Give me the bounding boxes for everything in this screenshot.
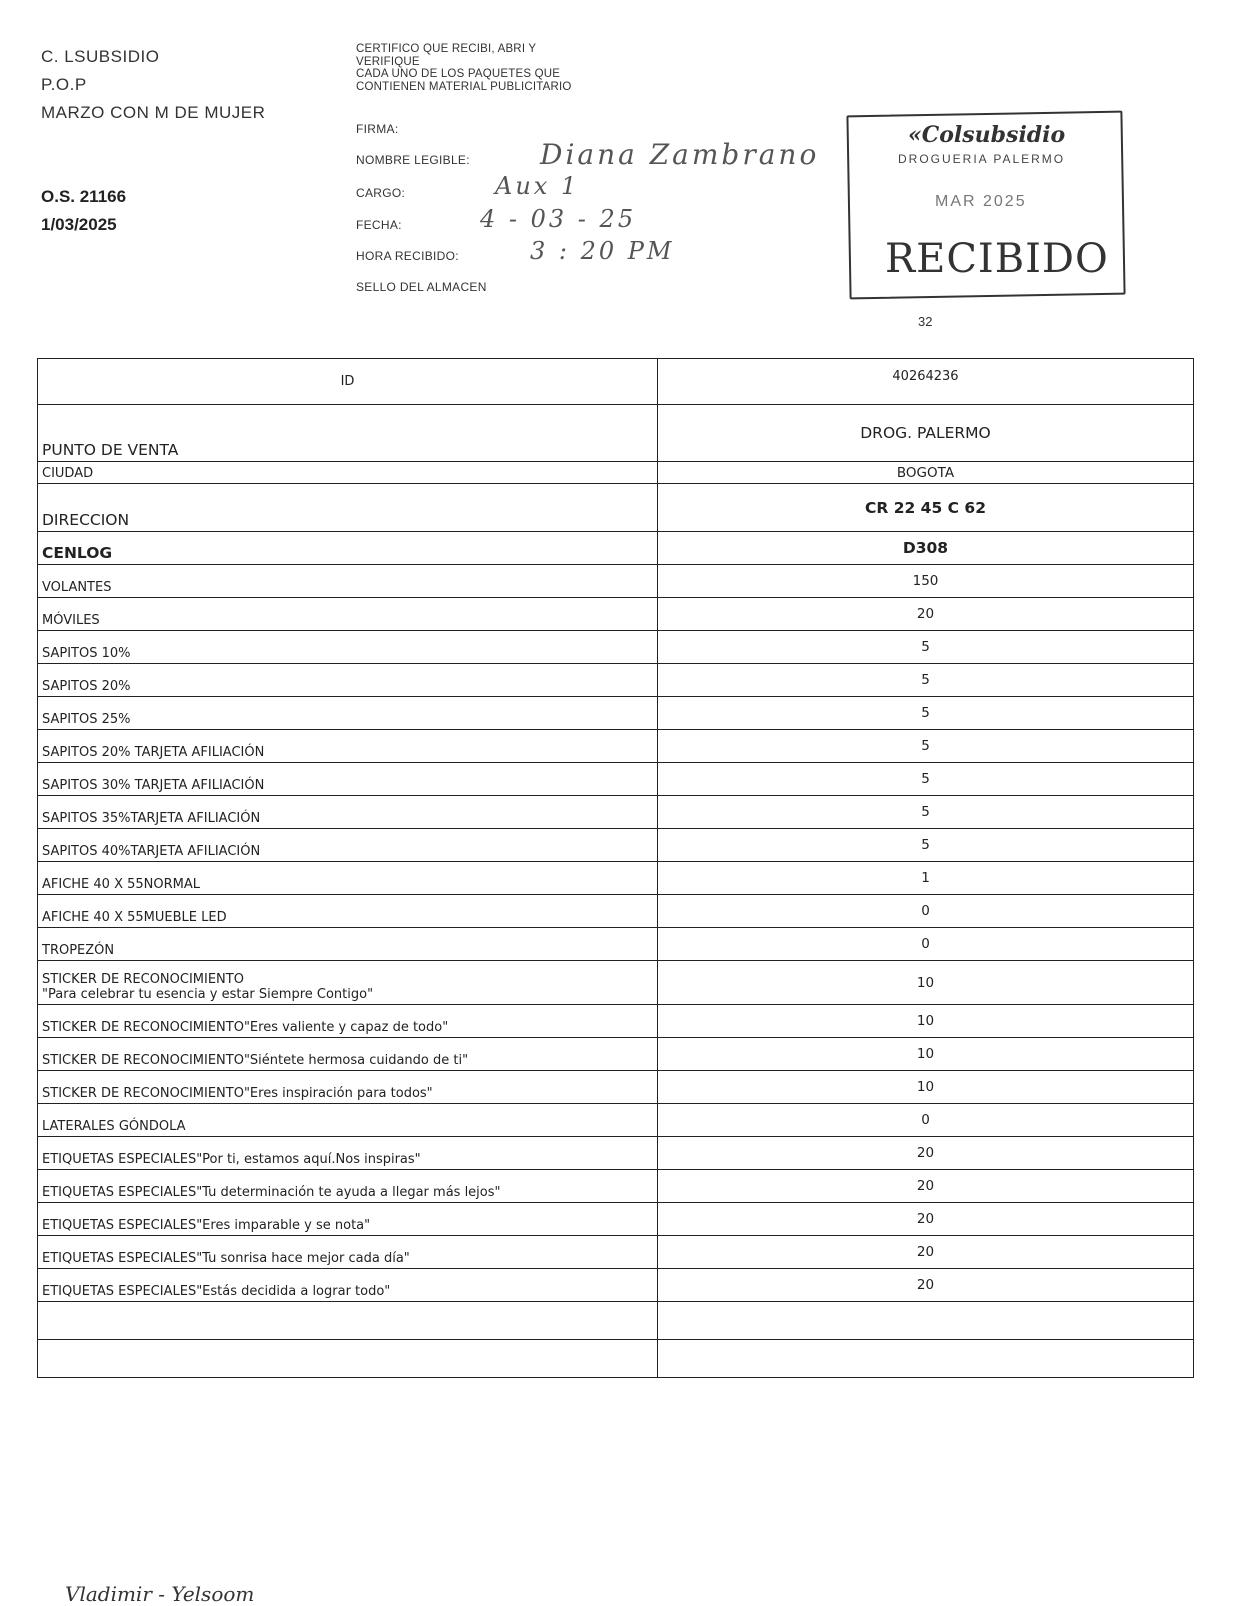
table-row	[38, 763, 1194, 796]
row-value: 150	[658, 565, 1194, 598]
table-row-empty	[38, 1340, 1194, 1378]
row-value: BOGOTA	[658, 462, 1194, 484]
empty-cell	[38, 1302, 658, 1340]
row-value: 0	[658, 1104, 1194, 1137]
table-row	[38, 1038, 1194, 1071]
certificate-text	[356, 43, 572, 93]
order-number: O.S. 21166	[41, 187, 127, 206]
row-label-text: SAPITOS 40%TARJETA AFILIACIÓN	[42, 844, 261, 859]
handwritten-hora: 3 : 20 PM	[530, 237, 675, 265]
table-row	[38, 664, 1194, 697]
row-label	[38, 1170, 658, 1203]
row-value: 5	[658, 763, 1194, 796]
table-row-empty	[38, 1302, 1194, 1340]
table-row	[38, 730, 1194, 763]
table-row	[38, 631, 1194, 664]
row-value: D308	[658, 532, 1194, 565]
row-value: 10	[658, 1071, 1194, 1104]
row-value: DROG. PALERMO	[658, 405, 1194, 462]
row-label-text: AFICHE 40 X 55NORMAL	[42, 877, 200, 892]
handwritten-fecha: 4 - 03 - 25	[480, 205, 637, 233]
row-label-text: STICKER DE RECONOCIMIENTO"Eres inspiración para todos"	[42, 1086, 433, 1101]
row-label-text: CIUDAD	[42, 466, 94, 481]
row-label-text: SAPITOS 20%	[42, 679, 131, 694]
campaign-name: MARZO CON M DE MUJER	[41, 103, 266, 122]
row-value: 5	[658, 796, 1194, 829]
row-value: 20	[658, 1137, 1194, 1170]
material-table	[37, 358, 1194, 1378]
row-label-text: ETIQUETAS ESPECIALES"Tu sonrisa hace mejor cada día"	[42, 1251, 410, 1266]
field-label-hora: HORA RECIBIDO:	[356, 249, 459, 263]
order-date: 1/03/2025	[41, 215, 117, 234]
table-row	[38, 462, 1194, 484]
table-row	[38, 862, 1194, 895]
empty-cell	[38, 1340, 658, 1378]
table-row	[38, 405, 1194, 462]
table-row	[38, 1170, 1194, 1203]
row-value: 5	[658, 829, 1194, 862]
row-label-text: TROPEZÓN	[42, 943, 115, 958]
table-row	[38, 1236, 1194, 1269]
row-label-text: VOLANTES	[42, 580, 112, 595]
field-label-cargo: CARGO:	[356, 186, 406, 200]
row-value: 0	[658, 895, 1194, 928]
stamp-date: MAR 2025	[935, 193, 1027, 210]
row-label	[38, 598, 658, 631]
row-label-text: ETIQUETAS ESPECIALES"Estás decidida a lograr todo"	[42, 1284, 391, 1299]
field-label-sello: SELLO DEL ALMACEN	[356, 280, 487, 294]
row-label-text: STICKER DE RECONOCIMIENTO"Eres valiente y capaz de todo"	[42, 1020, 449, 1035]
row-value: 20	[658, 1269, 1194, 1302]
row-value: 0	[658, 928, 1194, 961]
table-row	[38, 1137, 1194, 1170]
row-label	[38, 895, 658, 928]
row-label	[38, 1038, 658, 1071]
row-label	[38, 1269, 658, 1302]
row-label-text: ETIQUETAS ESPECIALES"Eres imparable y se nota"	[42, 1218, 371, 1233]
row-value: 5	[658, 664, 1194, 697]
row-label-text: STICKER DE RECONOCIMIENTO"Siéntete hermosa cuidando de ti"	[42, 1053, 469, 1068]
row-label	[38, 664, 658, 697]
handwritten-name: Diana Zambrano	[540, 138, 820, 171]
table-row	[38, 697, 1194, 730]
id-value: 40264236	[658, 359, 1194, 405]
row-label	[38, 697, 658, 730]
field-label-fecha: FECHA:	[356, 218, 402, 232]
row-label-text: ETIQUETAS ESPECIALES"Por ti, estamos aquí.Nos inspiras"	[42, 1152, 421, 1167]
order-block	[41, 183, 126, 239]
row-label	[38, 1203, 658, 1236]
table-row	[38, 796, 1194, 829]
stamp-brand	[908, 122, 1065, 148]
table-row	[38, 359, 1194, 405]
stamp-store: DROGUERIA PALERMO	[898, 152, 1066, 166]
table-row	[38, 1104, 1194, 1137]
row-label	[38, 484, 658, 532]
table-row	[38, 1005, 1194, 1038]
handwritten-cargo: Aux 1	[495, 172, 580, 200]
table-row	[38, 532, 1194, 565]
row-label-text: SAPITOS 25%	[42, 712, 131, 727]
table-row	[38, 1071, 1194, 1104]
row-label	[38, 796, 658, 829]
row-value: 10	[658, 1038, 1194, 1071]
stamp-received: RECIBIDO	[885, 236, 1109, 282]
row-label-text: SAPITOS 10%	[42, 646, 131, 661]
row-label	[38, 829, 658, 862]
certificate-line: CONTIENEN MATERIAL PUBLICITARIO	[356, 80, 572, 93]
row-label	[38, 928, 658, 961]
handwritten-signature: Vladimir - Yelsoom	[65, 1582, 255, 1606]
row-label	[38, 1071, 658, 1104]
row-value: 10	[658, 1005, 1194, 1038]
table-row	[38, 829, 1194, 862]
row-label-text: AFICHE 40 X 55MUEBLE LED	[42, 910, 227, 925]
row-label-text: SAPITOS 35%TARJETA AFILIACIÓN	[42, 811, 261, 826]
table-row	[38, 1203, 1194, 1236]
row-label	[38, 1104, 658, 1137]
table-row	[38, 598, 1194, 631]
row-label	[38, 565, 658, 598]
chevron-left-icon: «	[908, 122, 922, 148]
row-value: CR 22 45 C 62	[658, 484, 1194, 532]
row-label	[38, 631, 658, 664]
row-label-text: SAPITOS 30% TARJETA AFILIACIÓN	[42, 778, 265, 793]
row-label	[38, 961, 658, 1005]
table-row	[38, 484, 1194, 532]
row-label-text: STICKER DE RECONOCIMIENTO	[42, 972, 244, 987]
empty-cell	[658, 1302, 1194, 1340]
table-row	[38, 1269, 1194, 1302]
row-value: 10	[658, 961, 1194, 1005]
row-value: 5	[658, 730, 1194, 763]
row-label	[38, 1005, 658, 1038]
row-value: 5	[658, 631, 1194, 664]
row-label-text: PUNTO DE VENTA	[42, 441, 179, 459]
row-label-text-2: "Para celebrar tu esencia y estar Siempre Contigo"	[42, 987, 374, 1002]
table-row	[38, 928, 1194, 961]
row-label-text: ETIQUETAS ESPECIALES"Tu determinación te ayuda a llegar más lejos"	[42, 1185, 501, 1200]
id-label: ID	[38, 359, 658, 405]
row-label-text: DIRECCION	[42, 511, 130, 529]
row-label-text: SAPITOS 20% TARJETA AFILIACIÓN	[42, 745, 265, 760]
row-label	[38, 763, 658, 796]
row-label-text: CENLOG	[42, 544, 113, 562]
row-value: 20	[658, 1203, 1194, 1236]
field-label-firma: FIRMA:	[356, 122, 399, 136]
row-label	[38, 862, 658, 895]
empty-cell	[658, 1340, 1194, 1378]
row-value: 1	[658, 862, 1194, 895]
row-label	[38, 405, 658, 462]
company-block	[41, 43, 265, 127]
row-label	[38, 462, 658, 484]
field-label-nombre: NOMBRE LEGIBLE:	[356, 153, 470, 167]
row-value: 20	[658, 598, 1194, 631]
table-row	[38, 961, 1194, 1005]
stamp-brand-text: Colsubsidio	[921, 122, 1066, 148]
row-value: 20	[658, 1170, 1194, 1203]
row-value: 5	[658, 697, 1194, 730]
certificate-line: CERTIFICO QUE RECIBI, ABRI Y	[356, 43, 537, 55]
page-number: 32	[918, 314, 933, 329]
certificate-line: CADA UNO DE LOS PAQUETES QUE	[356, 68, 561, 80]
company-name: C. LSUBSIDIO	[41, 47, 160, 66]
row-value: 20	[658, 1236, 1194, 1269]
table-row	[38, 565, 1194, 598]
row-label	[38, 532, 658, 565]
row-label-text: MÓVILES	[42, 613, 100, 628]
table-row	[38, 895, 1194, 928]
row-label	[38, 730, 658, 763]
certificate-line: VERIFIQUE	[356, 55, 420, 68]
pop-label: P.O.P	[41, 75, 87, 94]
row-label	[38, 1137, 658, 1170]
row-label-text: LATERALES GÓNDOLA	[42, 1119, 186, 1134]
row-label	[38, 1236, 658, 1269]
